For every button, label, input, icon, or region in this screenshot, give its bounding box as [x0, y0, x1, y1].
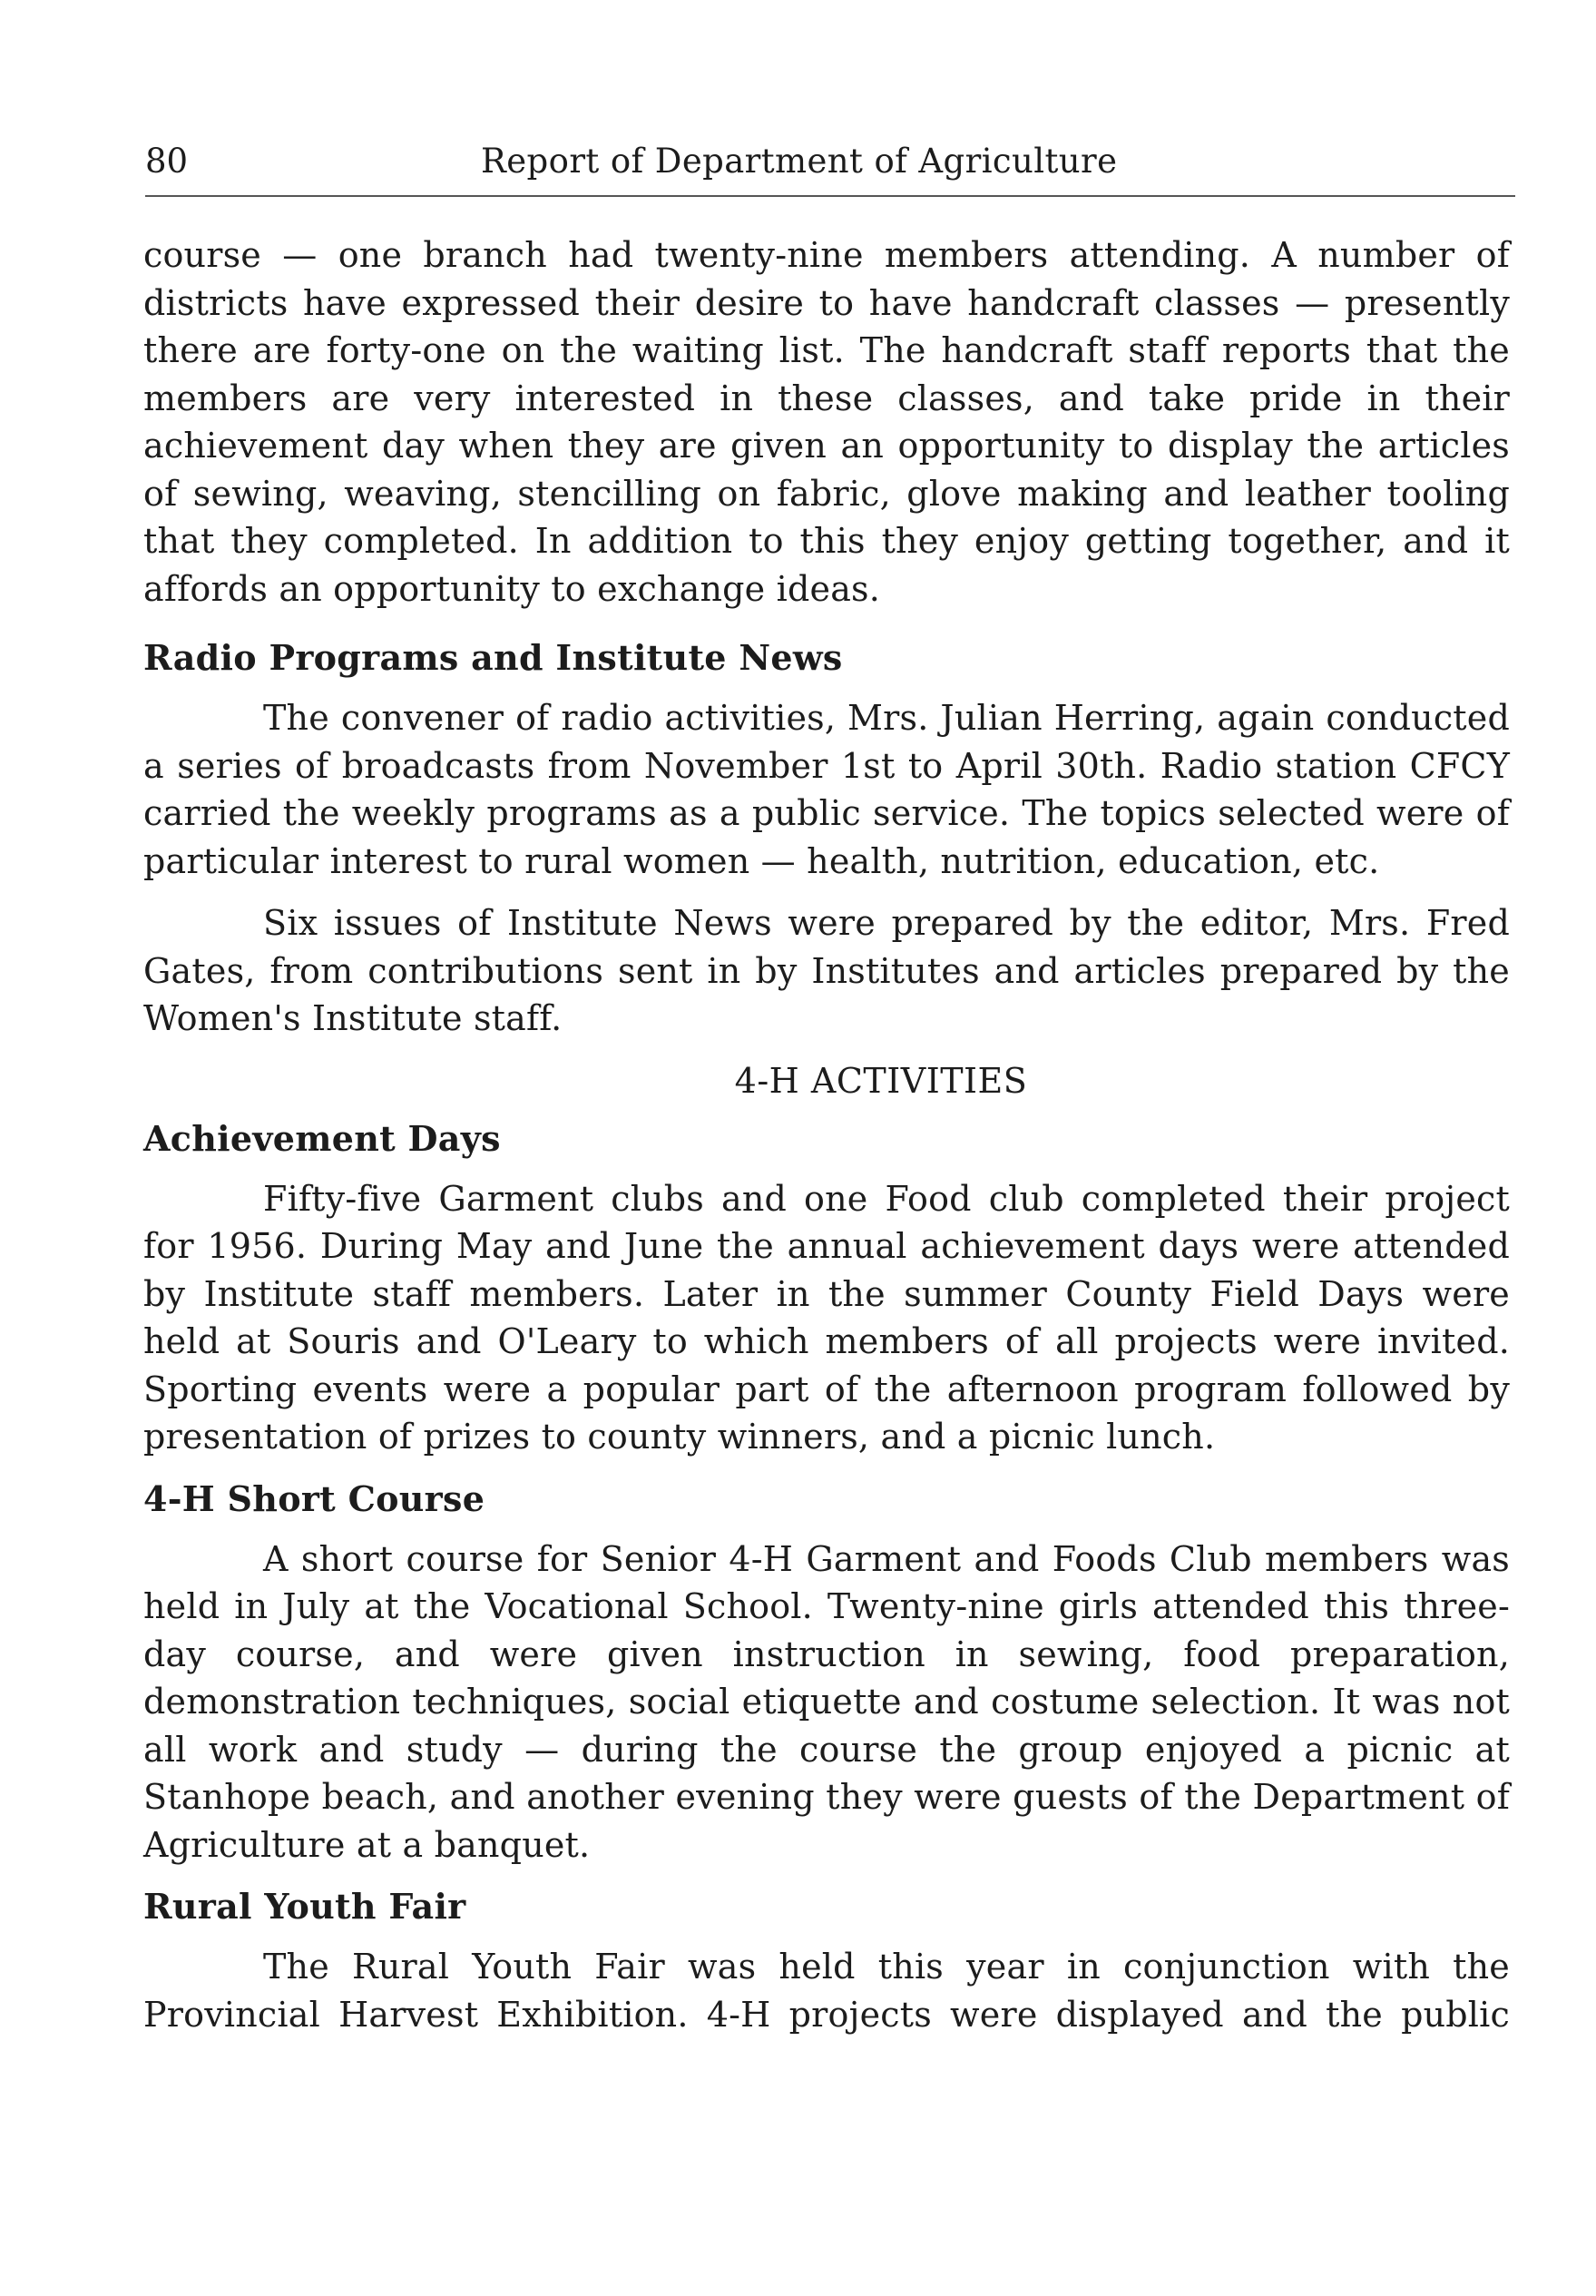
achievement-days-heading: Achievement Days: [143, 1117, 501, 1159]
running-title: Report of Department of Agriculture: [481, 142, 1118, 181]
short-course-heading: 4-H Short Course: [143, 1477, 485, 1519]
running-head: [145, 136, 1515, 187]
radio-programs-heading: Radio Programs and Institute News: [143, 637, 843, 678]
short-course-paragraph: A short course for Senior 4-H Garment and Foods Club members was held in July at the Vocational School. Twenty-nine girls attended this three-day course, and were given instruction in sewing, food preparation, demonstration techniques, social etiquette and costume selection. It was not all work and study — during the course the group enjoyed a picnic at Stanhope beach, and another evening they were guests of the Department of Agriculture at a banquet.: [143, 1538, 1510, 1865]
page-number: 80: [145, 142, 189, 181]
activities-heading: 4-H ACTIVITIES: [734, 1060, 1028, 1101]
header-rule: [145, 195, 1515, 197]
rural-youth-fair-paragraph: The Rural Youth Fair was held this year in conjunction with the Provincial Harvest Exhibition. 4-H projects were displayed and the public: [143, 1947, 1510, 2035]
page-body: [143, 231, 1510, 2038]
radio-paragraph: The convener of radio activities, Mrs. Julian Herring, again conducted a series of broadcasts from November 1st to April 30th. Radio station CFCY carried the weekly programs as a public service. The topics selected were of particular interest to rural women — health, nutrition, education, etc.: [143, 698, 1510, 881]
rural-youth-fair-heading: Rural Youth Fair: [143, 1886, 466, 1927]
institute-news-paragraph: Six issues of Institute News were prepared by the editor, Mrs. Fred Gates, from contributions sent in by Institutes and articles prepared by the Women's Institute staff.: [143, 903, 1510, 1038]
achievement-days-paragraph: Fifty-five Garment clubs and one Food club completed their project for 1956. During May and June the annual achievement days were attended by Institute staff members. Later in the summer County Field Days were held at Souris and O'Leary to which members of all projects were invited. Sporting events were a popular part of the afternoon program followed by presentation of prizes to county winners, and a picnic lunch.: [143, 1178, 1510, 1457]
continued-paragraph: course — one branch had twenty-nine members attending. A number of districts have expressed their desire to have handcraft classes — presently there are forty-one on the waiting list. The handcraft staff reports that the members are very interested in these classes, and take pride in their achievement day when they are given an opportunity to display the articles of sewing, weaving, stencilling on fabric, glove making and leather tooling that they completed. In addition to this they enjoy getting together, and it affords an opportunity to exchange ideas.: [143, 235, 1510, 609]
